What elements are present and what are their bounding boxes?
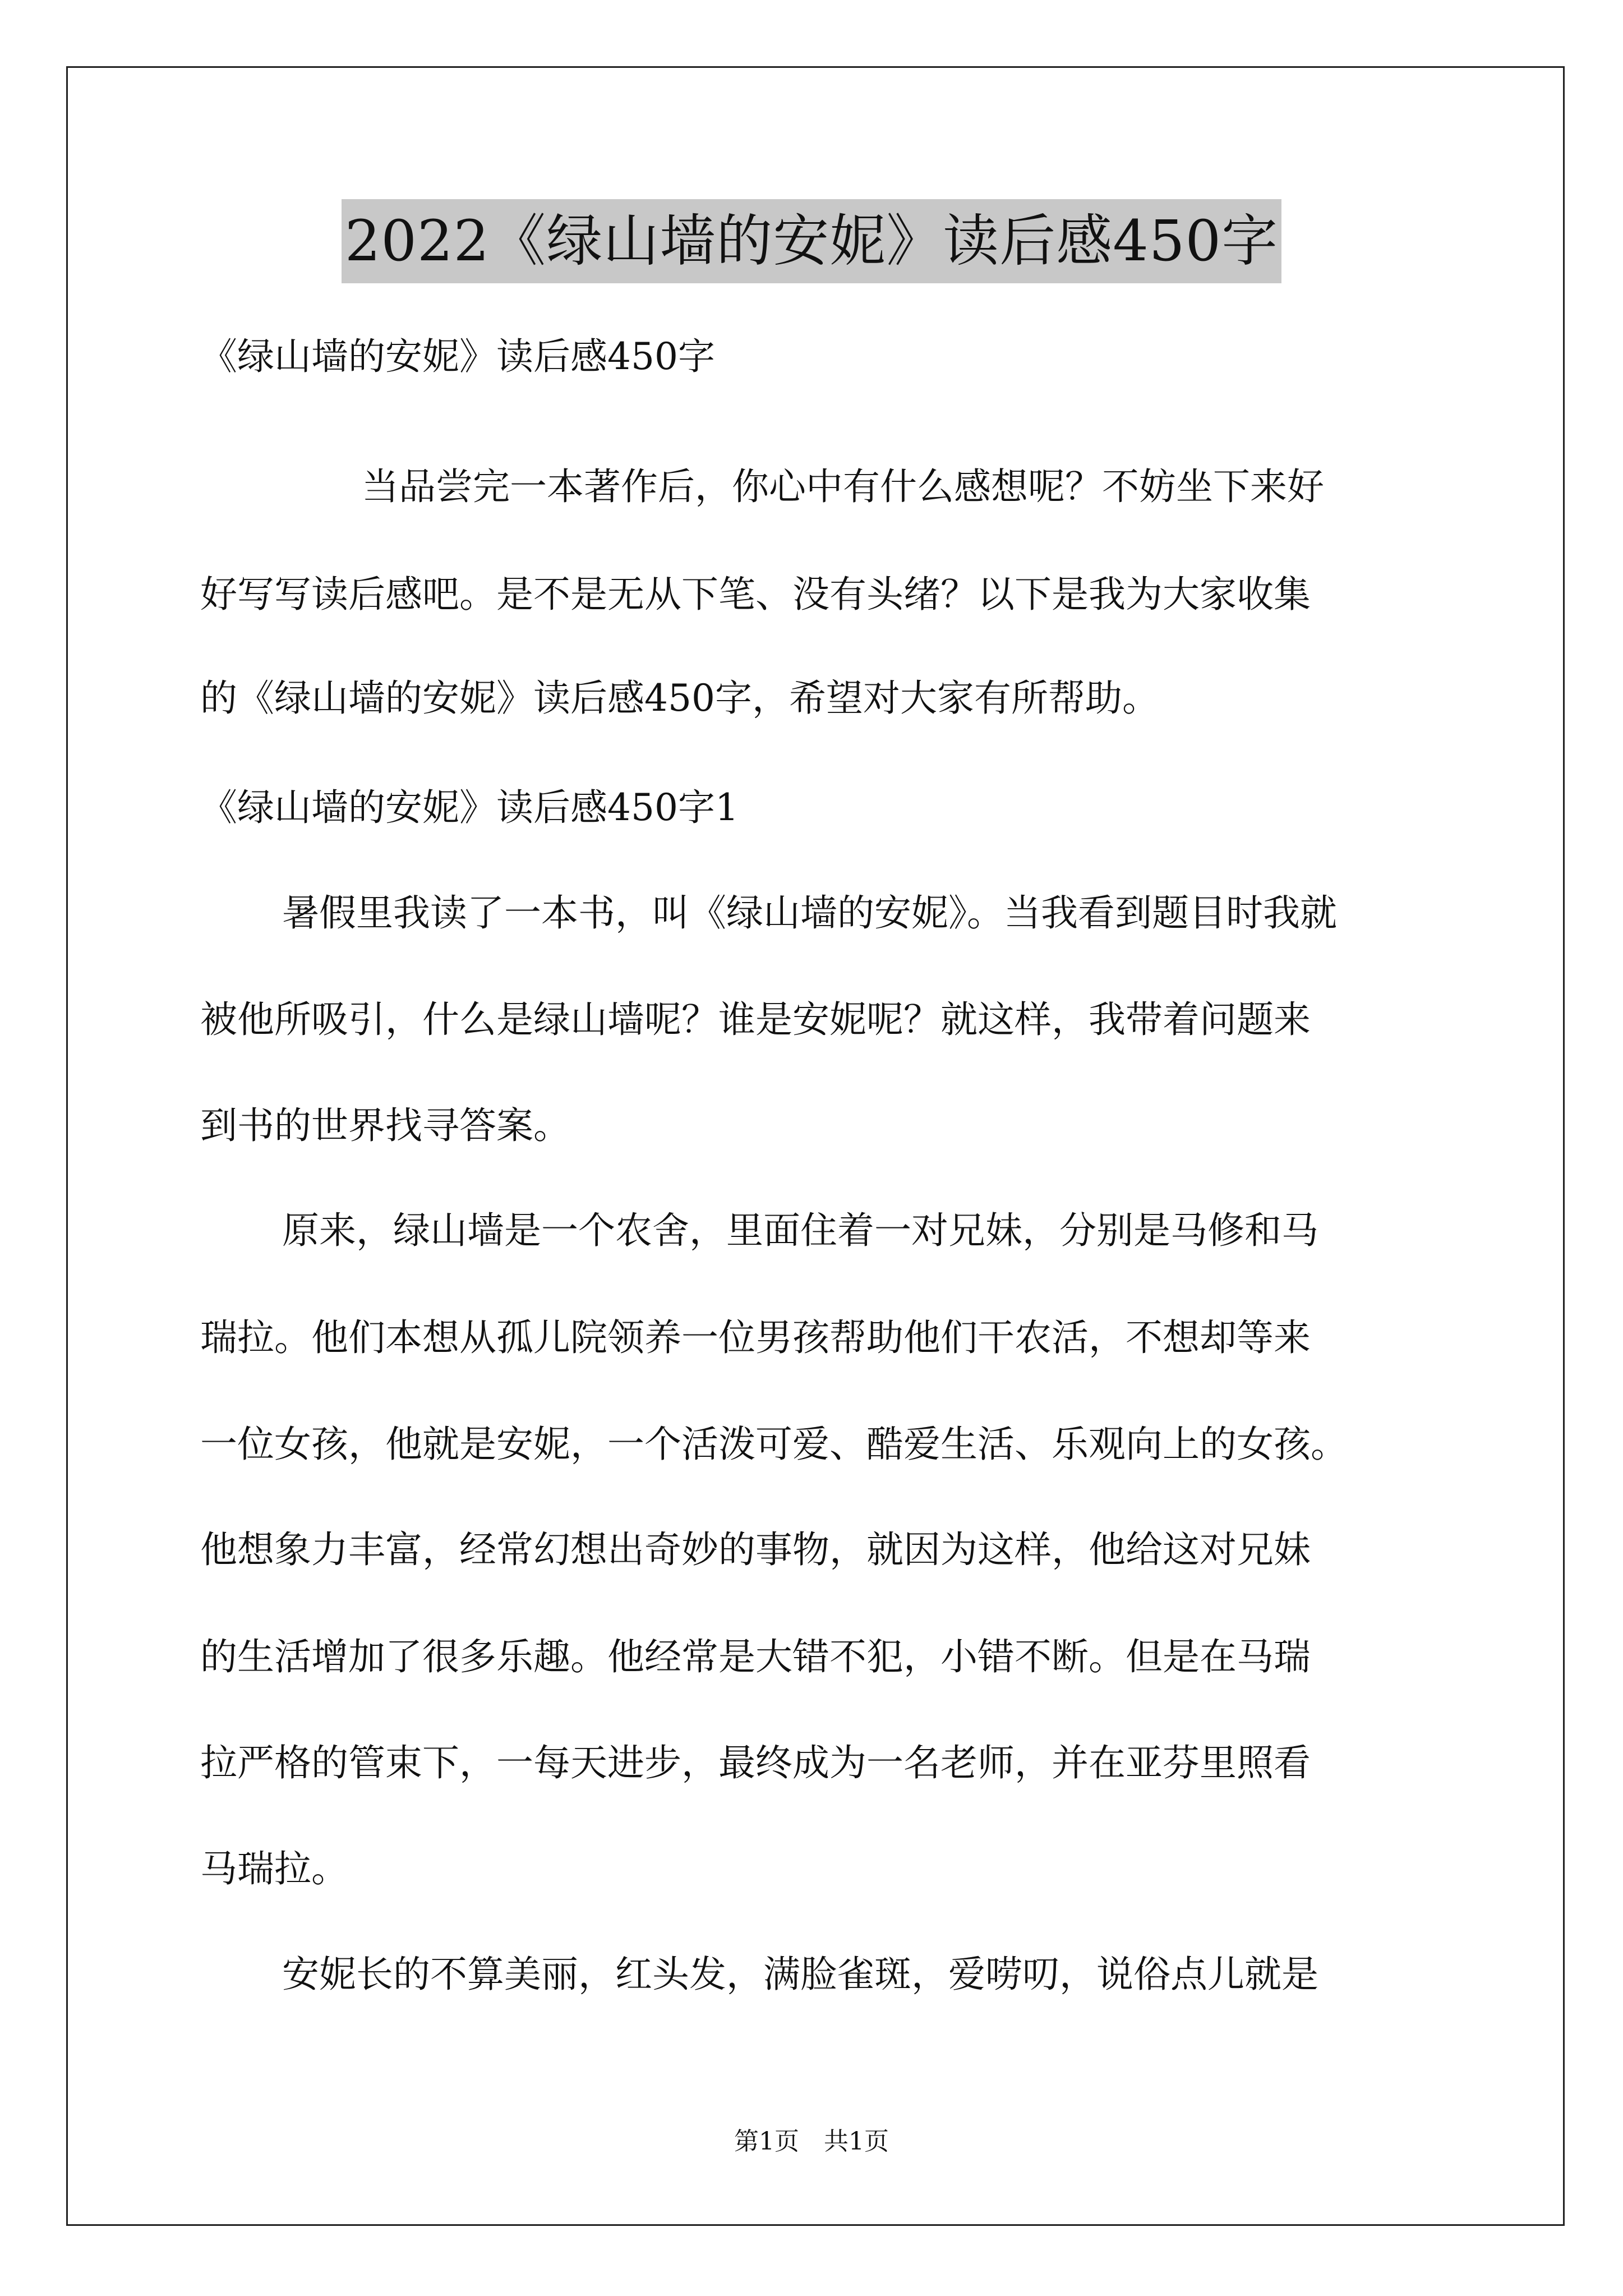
paragraph-line: 原来，绿山墙是一个农舍，里面住着一对兄妹，分别是马修和马 [282, 1209, 1318, 1252]
section-heading: 《绿山墙的安妮》读后感450字1 [200, 786, 739, 829]
paragraph-line: 他想象力丰富，经常幻想出奇妙的事物，就因为这样，他给这对兄妹 [200, 1528, 1311, 1571]
paragraph-line: 暑假里我读了一本书，叫《绿山墙的安妮》。当我看到题目时我就 [282, 891, 1337, 935]
paragraph-line: 好写写读后感吧。是不是无从下笔、没有头绪？以下是我为大家收集 [200, 573, 1311, 616]
title-container [0, 199, 1623, 283]
paragraph-line: 安妮长的不算美丽，红头发，满脸雀斑，爱唠叨，说俗点儿就是 [282, 1953, 1318, 1996]
document-title: 2022《绿山墙的安妮》读后感450字 [342, 199, 1281, 283]
paragraph-line: 的生活增加了很多乐趣。他经常是大错不犯，小错不断。但是在马瑞 [200, 1635, 1311, 1678]
page-number-footer: 第1页 共1页 [734, 2127, 889, 2156]
paragraph-line: 瑞拉。他们本想从孤儿院领养一位男孩帮助他们干农活，不想却等来 [200, 1316, 1311, 1359]
paragraph-line: 的《绿山墙的安妮》读后感450字，希望对大家有所帮助。 [200, 677, 1159, 720]
subtitle-line: 《绿山墙的安妮》读后感450字 [200, 335, 715, 378]
paragraph-line: 马瑞拉。 [200, 1847, 348, 1890]
paragraph-line: 被他所吸引，什么是绿山墙呢？谁是安妮呢？就这样，我带着问题来 [200, 998, 1311, 1041]
paragraph-line: 拉严格的管束下，一每天进步，最终成为一名老师，并在亚芬里照看 [200, 1741, 1311, 1784]
paragraph-line: 当品尝完一本著作后，你心中有什么感想呢？不妨坐下来好 [362, 465, 1324, 508]
paragraph-line: 到书的世界找寻答案。 [200, 1104, 570, 1147]
paragraph-line: 一位女孩，他就是安妮，一个活泼可爱、酷爱生活、乐观向上的女孩。 [200, 1423, 1348, 1466]
